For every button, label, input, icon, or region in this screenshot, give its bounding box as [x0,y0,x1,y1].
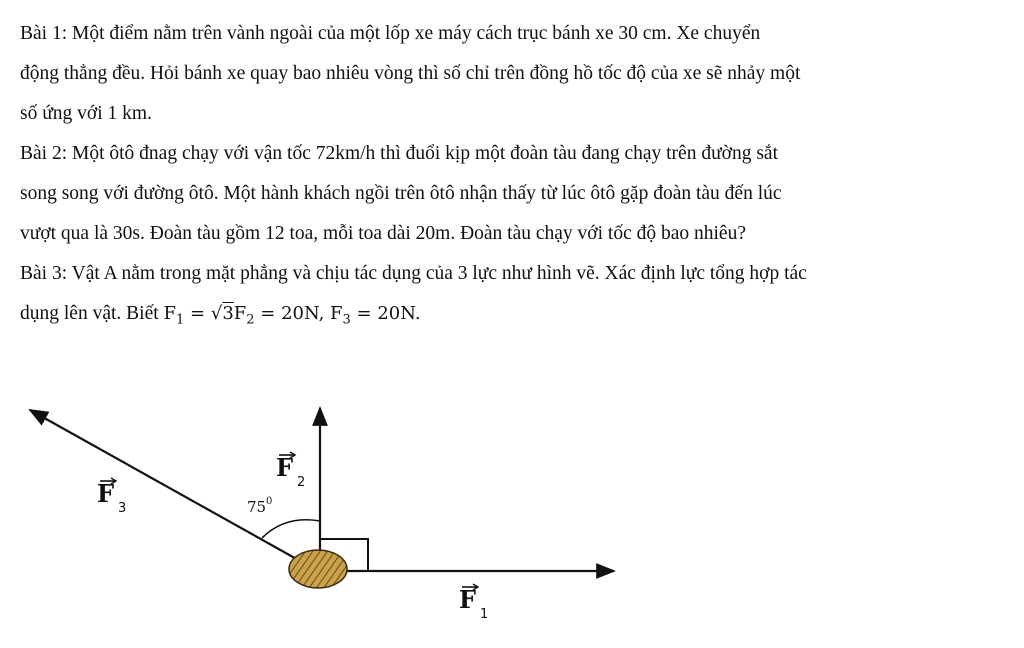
angle-arc [262,520,320,538]
exercise-1-line-3: số ứng với 1 km. [20,103,152,124]
object-a [289,550,347,588]
f3-symbol: F [330,303,343,324]
f3-label [97,478,126,516]
exercise-3-line-1: Bài 3: Vật A nằm trong mặt phẳng và chịu tác dụng của 3 lực như hình vẽ. Xác định lực tổng hợp tác [20,263,807,284]
f2-label-sub: 2 [297,475,306,490]
exercise-2-line-1: Bài 2: Một ôtô đnag chạy với vận tốc 72km/h thì đuổi kịp một đoàn tàu đang chạy trên đường sắt [20,143,778,164]
equals-sqrt: = √ [184,303,223,324]
force-diagram [0,380,640,648]
sqrt-argument: 3 [222,303,234,324]
angle-label [247,496,272,516]
f3-label-sub: 3 [118,501,127,516]
angle-degree: 0 [266,496,273,507]
f3-subscript: 3 [342,312,351,328]
f2-label [276,452,305,490]
exercise-3-line-2-text: dụng lên vật. Biết [20,303,164,324]
f1-label [459,584,488,622]
f2-symbol: F [233,303,247,324]
f1-label-text: F [459,585,477,614]
f2-subscript: 2 [246,312,255,328]
f2-label-text: F [276,453,294,482]
f1-label-sub: 1 [480,607,489,622]
exercise-1-line-1: Bài 1: Một điểm nằm trên vành ngoài của một lốp xe máy cách trục bánh xe 30 cm. Xe chuyển [20,23,761,44]
exercise-1-line-2: động thẳng đều. Hỏi bánh xe quay bao nhiêu vòng thì số chỉ trên đồng hồ tốc độ của xe sẽ nhảy một [20,63,801,84]
given-equation [163,303,421,328]
document-body [20,14,1010,341]
equals-20n-1: = 20N, [254,303,331,324]
exercise-2-line-3: vượt qua là 30s. Đoàn tàu gồm 12 toa, mỗi toa dài 20m. Đoàn tàu chạy với tốc độ bao nhiêu? [20,223,746,244]
exercise-2-line-2: song song với đường ôtô. Một hành khách ngồi trên ôtô nhận thấy từ lúc ôtô gặp đoàn tàu đến lúc [20,183,782,204]
f3-arrow [30,410,318,571]
exercise-3-line-2 [20,294,1010,341]
f3-label-text: F [97,479,115,508]
force-diagram-svg [0,380,640,648]
angle-value: 75 [247,498,267,516]
f1-symbol: F [163,303,177,324]
f1-subscript: 1 [176,312,185,328]
equals-20n-2: = 20N. [350,303,421,324]
